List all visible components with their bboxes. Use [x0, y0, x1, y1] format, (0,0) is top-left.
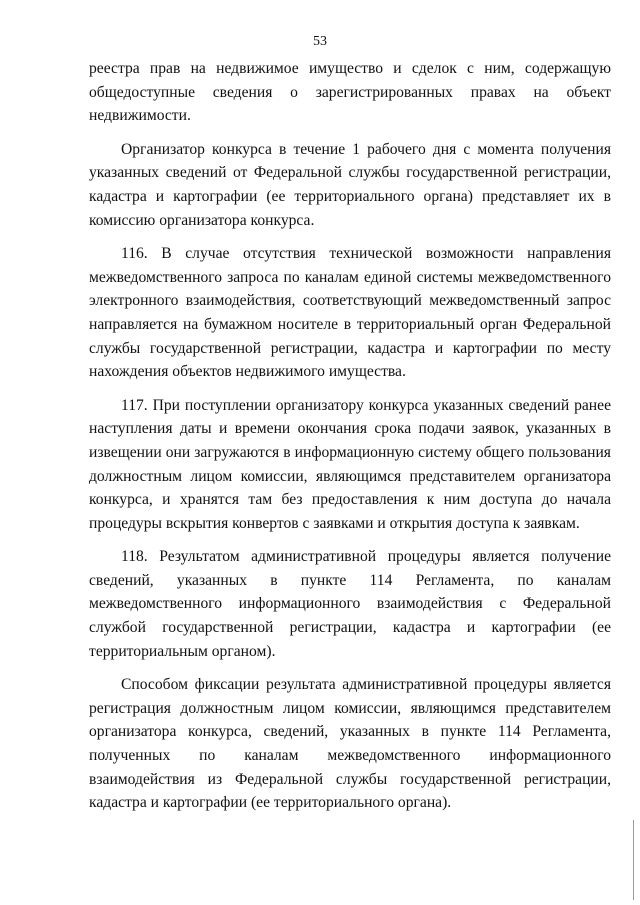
- scan-edge-line: [633, 820, 634, 900]
- paragraph-116: 116. В случае отсутствия технической возможности направления межведомственного запроса по каналам единой системы межведомственного электронного взаимодействия, соответствующий межведомственный запрос направляется на бумажном носителе в территориальный орган Федеральной службы государственной регистрации, кадастра и картографии по месту нахождения объектов недвижимого имущества.: [89, 245, 611, 381]
- paragraph-118: 118. Результатом административной процедуры является получение сведений, указанных в пункте 114 Регламента, по каналам межведомственного информационного взаимодействия с Федеральной службой государственной регистрации, кадастра и картографии (ее территориальным органом).: [89, 548, 611, 660]
- page-number: 53: [313, 34, 327, 49]
- paragraph-fixation-method: Способом фиксации результата административной процедуры является регистрация должностным лицом комиссии, являющимся представителем организатора конкурса, сведений, указанных в пункте 114 Регламента, полученных по каналам межведомственного информационного взаимодействия из Федеральной службы государственной регистрации, кадастра и картографии (ее территориального органа).: [89, 676, 611, 812]
- body-text: [89, 57, 611, 815]
- paragraph-continuation: реестра прав на недвижимое имущество и сделок с ним, содержащую общедоступные сведения о зарегистрированных правах на объект недвижимости.: [89, 60, 611, 125]
- paragraph-117: 117. При поступлении организатору конкурса указанных сведений ранее наступления даты и времени окончания срока подачи заявок, указанных в извещении они загружаются в информационную систему общего пользования должностным лицом комиссии, являющимся представителем организатора конкурса, и хранятся там без предоставления к ним доступа до начала процедуры вскрытия конвертов с заявками и открытия доступа к заявкам.: [89, 396, 611, 532]
- paragraph-organizer-submission: Организатор конкурса в течение 1 рабочего дня с момента получения указанных сведений от Федеральной службы государственной регистрации, кадастра и картографии (ее территориального органа) представляет их в комиссию организатора конкурса.: [89, 140, 611, 229]
